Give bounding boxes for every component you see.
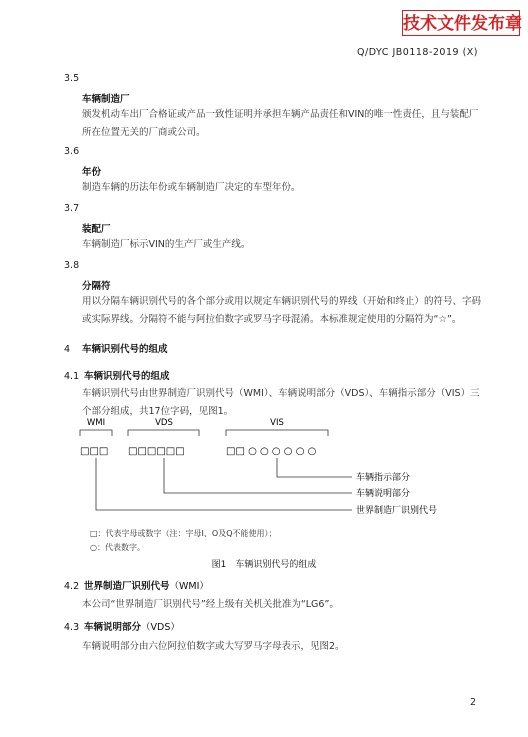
section-suffix: （WMI） [169, 581, 209, 592]
chapter-title: 车辆识别代号的组成 [82, 344, 168, 355]
section-number: 4.1 [64, 371, 80, 382]
release-stamp: 技术文件发布章 [402, 10, 520, 36]
vis-bracket [226, 430, 328, 436]
section-number: 3.8 [64, 260, 80, 271]
section-number: 4.2 [64, 581, 80, 592]
vds-callout-label: 车辆说明部分 [356, 489, 411, 499]
term-title: 车辆制造厂 [82, 94, 130, 105]
wmi-boxes: □□□ [80, 446, 109, 457]
wmi-bracket [80, 430, 112, 436]
term-definition: 颁发机动车出厂合格证或产品一致性证明并承担车辆产品责任和VIN的唯一性责任，且与装配厂所在位置无关的厂商或公司。 [82, 109, 479, 138]
section-suffix: （VDS） [141, 622, 180, 633]
term-definition: 车辆制造厂标示VIN的生产厂或生产线。 [82, 239, 251, 250]
term-title: 装配厂 [82, 224, 111, 235]
section-title: 车辆识别代号的组成 [84, 371, 170, 382]
section-paragraph: 车辆说明部分由六位阿拉伯数字或大写罗马字母表示，见图2。 [82, 641, 345, 652]
chapter-heading [64, 341, 168, 355]
section-number: 4.3 [64, 622, 80, 633]
section-title: 车辆说明部分 [84, 622, 142, 633]
wmi-callout-label: 世界制造厂识别代号 [356, 506, 438, 516]
figure-legend-circle: ○：代表数字。 [90, 543, 145, 552]
vis-callout-line [277, 458, 352, 477]
term-definition: 制造车辆的历法年份或车辆制造厂决定的车型年份。 [82, 182, 301, 193]
section-heading-4-1 [64, 368, 170, 382]
vds-callout-line [164, 458, 352, 493]
wmi-label: WMI [86, 418, 106, 428]
section-title: 世界制造厂识别代号 [84, 581, 170, 592]
term-definition: 用以分隔车辆识别代号的各个部分或用以规定车辆识别代号的界线（开始和终止）的符号、字码或实际界线。分隔符不能与阿拉伯数字或罗马字母混淆。本标准规定使用的分隔符为“☆”。 [82, 296, 482, 325]
section-heading-4-3 [64, 619, 180, 633]
section-paragraph: 车辆识别代号由世界制造厂识别代号（WMI）、车辆说明部分（VDS）、车辆指示部分（VIS）三个部分组成，共17位字码，见图1。 [82, 388, 480, 417]
figure-legend-square: □：代表字母或数字（注：字母I、O及Q不能使用）； [90, 529, 277, 538]
section-number: 3.6 [64, 146, 80, 157]
vis-boxes: □□ ○ ○ ○ ○ ○ ○ [226, 446, 317, 457]
section-paragraph: 本公司“世界制造厂识别代号”经上级有关机关批准为“LG6”。 [82, 599, 339, 610]
vds-bracket [128, 430, 199, 436]
term-title: 分隔符 [82, 281, 111, 292]
section-heading-4-2 [64, 578, 209, 592]
vds-label: VDS [155, 418, 173, 428]
vis-callout-label: 车辆指示部分 [356, 473, 411, 483]
figure-caption: 图1 车辆识别代号的组成 [211, 560, 317, 570]
term-title: 年份 [82, 167, 102, 178]
section-number: 3.5 [64, 73, 80, 84]
vds-boxes: □□□□□□ [128, 446, 185, 457]
wmi-callout-line [96, 458, 352, 510]
vin-structure-figure [0, 414, 528, 524]
page-number: 2 [469, 697, 476, 708]
document-number: Q/DYC JB0118-2019 (X) [357, 47, 478, 58]
section-number: 3.7 [64, 203, 80, 214]
vis-label: VIS [270, 418, 284, 428]
chapter-number: 4 [64, 344, 71, 355]
